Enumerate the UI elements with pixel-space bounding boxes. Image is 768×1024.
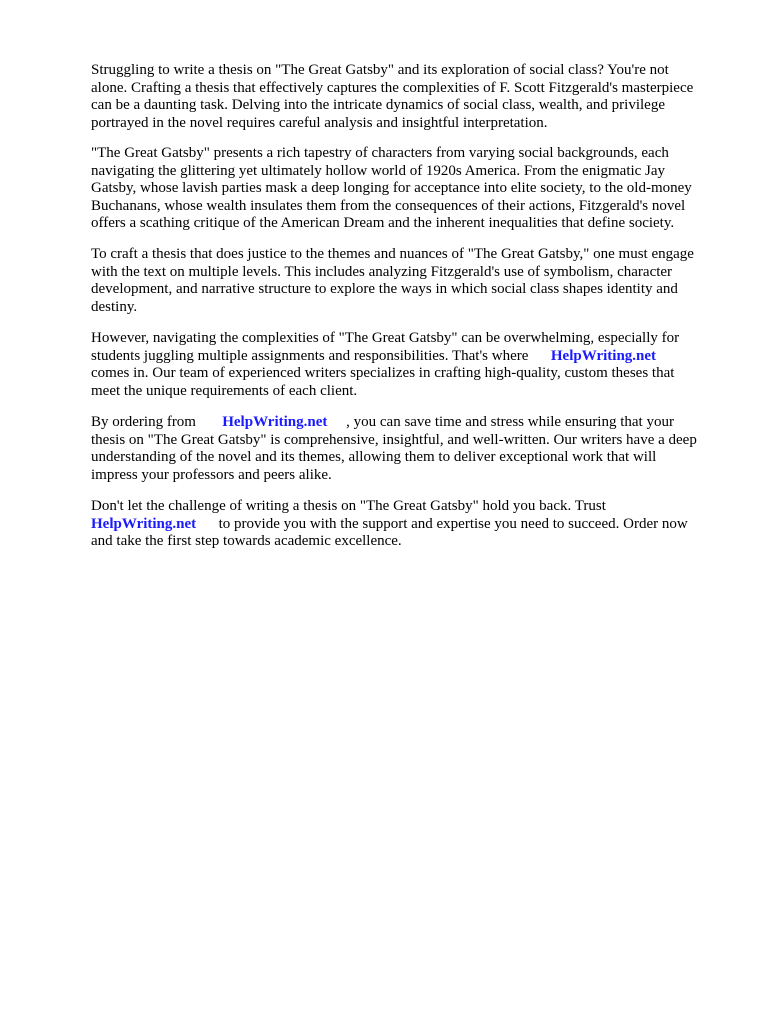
text-line: impress your professors and peers alike. [91,466,332,483]
paragraph-characters [91,145,731,233]
paragraph-service-intro [91,330,731,400]
text-segment: , you can save time and stress while ensuring that your [342,414,674,430]
text-line: meet the unique requirements of each client. [91,382,358,399]
text-line: comes in. Our team of experienced writers specializes in crafting high-quality, custom theses that [91,365,675,382]
text-line: and take the first step towards academic excellence. [91,533,402,550]
text-line: However, navigating the complexities of "The Great Gatsby" can be overwhelming, especially for [91,330,680,346]
paragraph-craft-thesis [91,246,731,316]
text-segment: to provide you with the support and expertise you need to succeed. Order now [214,515,688,532]
text-line: Don't let the challenge of writing a thesis on "The Great Gatsby" hold you back. Trust [91,498,606,514]
text-line: development, and narrative structure to explore the ways in which social class shapes identity and [91,281,678,298]
text-line: offers a scathing critique of the American Dream and the inherent inequalities that define society. [91,215,675,232]
text-line: Gatsby, whose lavish parties mask a deep longing for acceptance into elite society, to the old-money [91,180,692,197]
text-line: To craft a thesis that does justice to the themes and nuances of "The Great Gatsby," one must engage [91,246,694,262]
text-line: Struggling to write a thesis on "The Great Gatsby" and its exploration of social class? You're not [91,62,669,78]
text-line-with-link [91,516,731,534]
text-line: alone. Crafting a thesis that effectively captures the complexities of F. Scott Fitzgerald's masterpiece [91,79,694,96]
text-line: thesis on "The Great Gatsby" is comprehensive, insightful, and well-written. Our writers have a deep [91,431,697,448]
helpwriting-link[interactable]: HelpWriting.net [550,347,657,364]
text-segment: By ordering from [91,414,200,430]
text-line-with-link [91,414,731,432]
helpwriting-link[interactable]: HelpWriting.net [222,414,328,430]
text-line: portrayed in the novel requires careful analysis and insightful interpretation. [91,114,548,131]
paragraph-intro [91,62,731,132]
text-line: navigating the glittering yet ultimately hollow world of 1920s America. From the enigmatic Jay [91,162,666,179]
text-line: can be a daunting task. Delving into the intricate dynamics of social class, wealth, and privilege [91,97,665,114]
paragraph-ordering [91,414,731,484]
helpwriting-link[interactable]: HelpWriting.net [91,515,197,532]
text-line: understanding of the novel and its themes, allowing them to deliver exceptional work that will [91,449,657,466]
text-line: Buchanans, whose wealth insulates them from the consequences of their actions, Fitzgerald's novel [91,197,686,214]
text-line-with-link [91,348,731,366]
text-line: "The Great Gatsby" presents a rich tapestry of characters from varying social backgrounds, each [91,145,669,161]
paragraph-call-to-action [91,498,731,551]
text-line: with the text on multiple levels. This includes analyzing Fitzgerald's use of symbolism, character [91,263,673,280]
text-line: destiny. [91,298,138,315]
text-segment: students juggling multiple assignments and responsibilities. That's where [91,347,533,364]
